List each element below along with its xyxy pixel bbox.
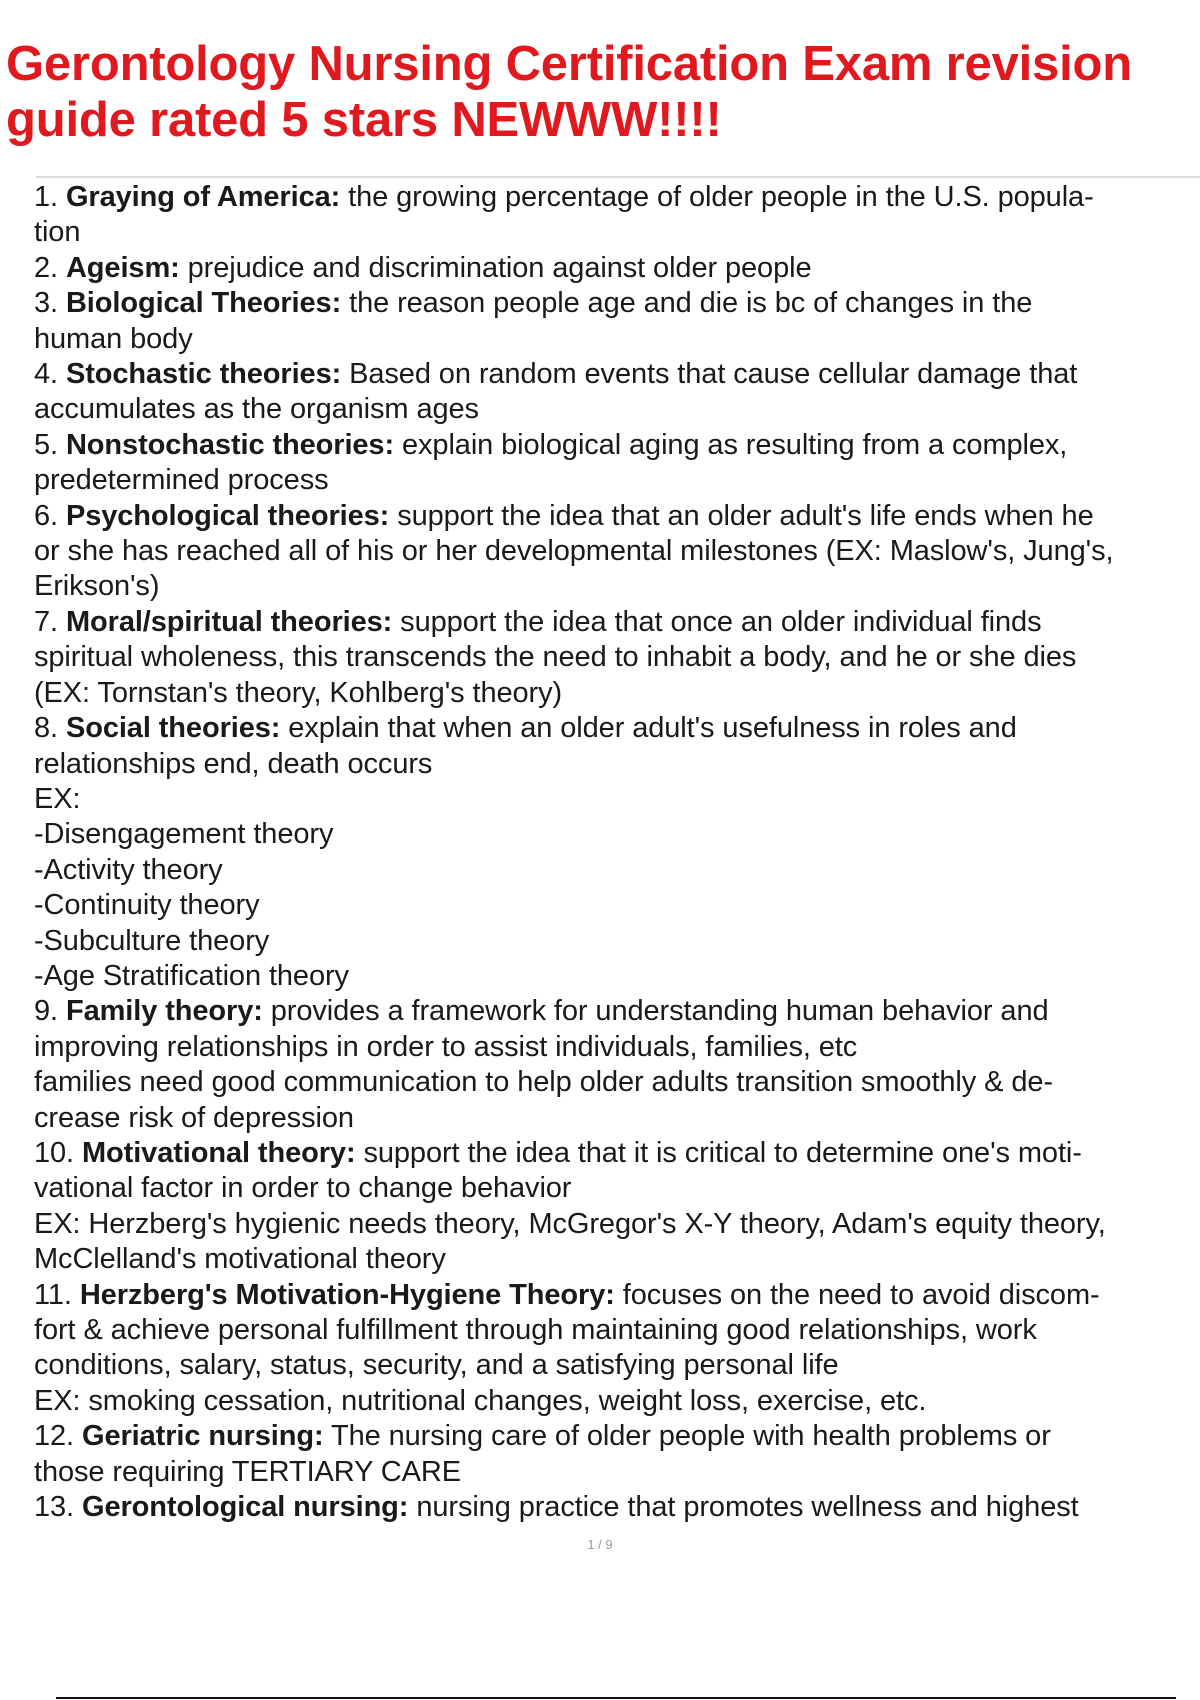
title-divider bbox=[36, 176, 1200, 178]
entry-term: Nonstochastic theories: bbox=[65, 428, 395, 461]
entry-number: 10. bbox=[34, 1136, 75, 1169]
entry-text: human body bbox=[34, 322, 193, 355]
entry-term: Motivational theory: bbox=[81, 1136, 356, 1169]
entry-definition: explain biological aging as resulting from a complex, bbox=[401, 428, 1068, 461]
document-title-line-1: Gerontology Nursing Certification Exam revision bbox=[6, 37, 1132, 91]
glossary-entry-line bbox=[34, 711, 1200, 746]
glossary-continuation-line bbox=[34, 853, 1200, 888]
glossary-continuation-line bbox=[34, 392, 1200, 427]
entry-text: Erikson's) bbox=[34, 570, 160, 603]
glossary-continuation-line bbox=[34, 1030, 1200, 1065]
glossary-entry-line bbox=[34, 994, 1200, 1029]
entry-number: 2. bbox=[34, 251, 58, 284]
entry-definition: prejudice and discrimination against older people bbox=[187, 251, 812, 284]
glossary-continuation-line bbox=[34, 959, 1200, 994]
entry-text: spiritual wholeness, this transcends the need to inhabit a body, and he or she dies bbox=[34, 641, 1077, 674]
glossary-entry-line bbox=[34, 180, 1200, 215]
entry-text: -Activity theory bbox=[34, 853, 223, 886]
glossary-entry-line bbox=[34, 1278, 1200, 1313]
glossary-continuation-line bbox=[34, 463, 1200, 498]
entry-text: EX: smoking cessation, nutritional changes, weight loss, exercise, etc. bbox=[34, 1384, 927, 1417]
entry-text: (EX: Tornstan's theory, Kohlberg's theory) bbox=[34, 676, 563, 709]
entry-number: 11. bbox=[34, 1278, 72, 1311]
entry-text: families need good communication to help older adults transition smoothly & de- bbox=[34, 1066, 1053, 1099]
entry-definition: Based on random events that cause cellular damage that bbox=[349, 358, 1078, 391]
entry-term: Ageism: bbox=[65, 251, 180, 284]
glossary-entry-line bbox=[34, 605, 1200, 640]
entry-term: Graying of America: bbox=[65, 181, 341, 213]
entry-number: 12. bbox=[34, 1420, 75, 1453]
glossary-continuation-line bbox=[34, 322, 1200, 357]
glossary-continuation-line bbox=[34, 215, 1200, 250]
entry-definition: the growing percentage of older people in the U.S. popula- bbox=[348, 181, 1094, 213]
glossary-entry-line bbox=[34, 499, 1200, 534]
glossary-continuation-line bbox=[34, 1313, 1200, 1348]
entry-definition: support the idea that once an older individual finds bbox=[400, 605, 1042, 638]
entry-text: those requiring TERTIARY CARE bbox=[34, 1455, 461, 1488]
glossary-continuation-line bbox=[34, 569, 1200, 604]
entry-definition: nursing practice that promotes wellness and highest bbox=[416, 1491, 1079, 1524]
document-title-line-2: guide rated 5 stars NEWWW!!!! bbox=[6, 93, 722, 147]
entry-text: improving relationships in order to assist individuals, families, etc bbox=[34, 1030, 858, 1063]
entry-text: accumulates as the organism ages bbox=[34, 393, 479, 426]
entry-definition: support the idea that it is critical to determine one's moti- bbox=[363, 1136, 1082, 1169]
entry-definition: provides a framework for understanding human behavior and bbox=[270, 995, 1049, 1028]
entry-term: Family theory: bbox=[65, 995, 263, 1028]
entry-number: 13. bbox=[34, 1491, 75, 1524]
entry-term: Psychological theories: bbox=[65, 499, 390, 532]
entry-text: conditions, salary, status, security, and a satisfying personal life bbox=[34, 1349, 839, 1382]
glossary-continuation-line bbox=[34, 1065, 1200, 1100]
entry-number: 7. bbox=[34, 605, 58, 638]
entry-number: 5. bbox=[34, 428, 58, 461]
document-body bbox=[34, 180, 1200, 1525]
glossary-continuation-line bbox=[34, 1348, 1200, 1383]
entry-number: 1. bbox=[34, 181, 58, 213]
entry-text: -Subculture theory bbox=[34, 924, 270, 957]
entry-term: Moral/spiritual theories: bbox=[65, 605, 393, 638]
glossary-continuation-line bbox=[34, 924, 1200, 959]
glossary-continuation-line bbox=[34, 1207, 1200, 1242]
glossary-continuation-line bbox=[34, 782, 1200, 817]
entry-text: -Disengagement theory bbox=[34, 818, 334, 851]
entry-text: EX: bbox=[34, 782, 81, 815]
glossary-entry-line bbox=[34, 251, 1200, 286]
entry-number: 8. bbox=[34, 712, 58, 745]
glossary-continuation-line bbox=[34, 1171, 1200, 1206]
entry-text: McClelland's motivational theory bbox=[34, 1243, 446, 1276]
glossary-entry-line bbox=[34, 1136, 1200, 1171]
page-bottom-divider bbox=[56, 1697, 1176, 1699]
entry-term: Biological Theories: bbox=[65, 287, 342, 320]
entry-text: or she has reached all of his or her developmental milestones (EX: Maslow's, Jung's, bbox=[34, 535, 1114, 568]
entry-number: 4. bbox=[34, 358, 58, 391]
entry-term: Geriatric nursing: bbox=[81, 1420, 324, 1453]
glossary-entry-line bbox=[34, 286, 1200, 321]
glossary-continuation-line bbox=[34, 1384, 1200, 1419]
glossary-continuation-line bbox=[34, 640, 1200, 675]
entry-number: 3. bbox=[34, 287, 58, 320]
glossary-continuation-line bbox=[34, 534, 1200, 569]
document-title bbox=[6, 36, 1186, 148]
entry-text: vational factor in order to change behavior bbox=[34, 1172, 572, 1205]
entry-text: -Continuity theory bbox=[34, 889, 260, 922]
glossary-continuation-line bbox=[34, 817, 1200, 852]
entry-number: 6. bbox=[34, 499, 58, 532]
glossary-entry-line bbox=[34, 428, 1200, 463]
glossary-continuation-line bbox=[34, 747, 1200, 782]
entry-definition: explain that when an older adult's usefulness in roles and bbox=[288, 712, 1017, 745]
page-indicator: 1 / 9 bbox=[587, 1537, 613, 1552]
entry-term: Gerontological nursing: bbox=[81, 1491, 409, 1524]
glossary-continuation-line bbox=[34, 676, 1200, 711]
entry-definition: focuses on the need to avoid discom- bbox=[622, 1278, 1100, 1311]
entry-term: Stochastic theories: bbox=[65, 358, 342, 391]
entry-text: -Age Stratification theory bbox=[34, 959, 349, 992]
glossary-continuation-line bbox=[34, 888, 1200, 923]
entry-text: crease risk of depression bbox=[34, 1101, 354, 1134]
glossary-continuation-line bbox=[34, 1101, 1200, 1136]
glossary-entry-line bbox=[34, 1490, 1200, 1525]
entry-definition: support the idea that an older adult's life ends when he bbox=[397, 499, 1094, 532]
entry-text: tion bbox=[34, 216, 81, 249]
entry-text: EX: Herzberg's hygienic needs theory, McGregor's X-Y theory, Adam's equity theory, bbox=[34, 1207, 1106, 1240]
entry-number: 9. bbox=[34, 995, 58, 1028]
entry-definition: the reason people age and die is bc of changes in the bbox=[349, 287, 1033, 320]
entry-term: Social theories: bbox=[65, 712, 281, 745]
entry-definition: The nursing care of older people with health problems or bbox=[330, 1420, 1051, 1453]
glossary-continuation-line bbox=[34, 1455, 1200, 1490]
entry-text: predetermined process bbox=[34, 464, 329, 497]
entry-text: fort & achieve personal fulfillment through maintaining good relationships, work bbox=[34, 1314, 1037, 1346]
glossary-entry-line bbox=[34, 1419, 1200, 1454]
entry-text: relationships end, death occurs bbox=[34, 747, 433, 780]
entry-term: Herzberg's Motivation-Hygiene Theory: bbox=[79, 1278, 615, 1311]
glossary-entry-line bbox=[34, 357, 1200, 392]
glossary-continuation-line bbox=[34, 1242, 1200, 1277]
